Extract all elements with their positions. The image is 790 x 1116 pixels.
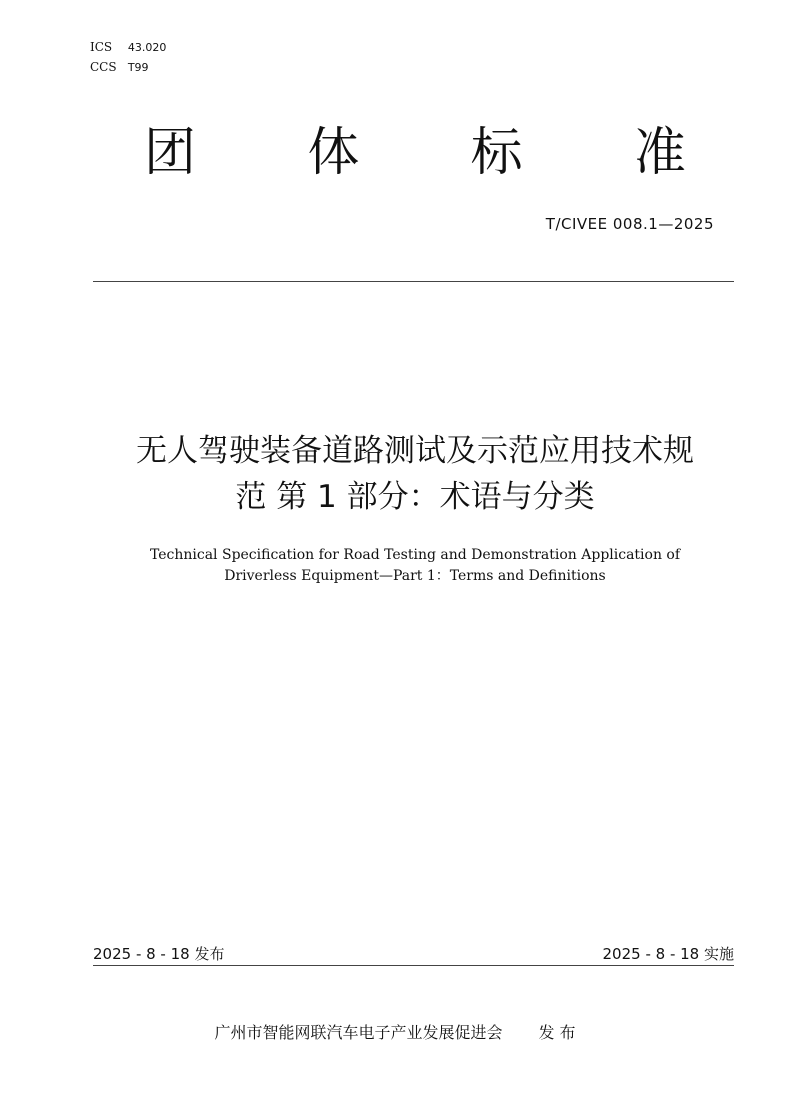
- ccs-line: [90, 60, 149, 74]
- chinese-title: [90, 428, 740, 520]
- standard-code: T/CIVEE 008.1—2025: [545, 215, 714, 233]
- bottom-divider: [93, 965, 734, 966]
- publisher-name: 广州市智能网联汽车电子产业发展促进会: [214, 1023, 503, 1042]
- ccs-value: T99: [127, 61, 149, 74]
- document-type-title: [135, 110, 695, 183]
- issue-date: 2025 - 8 - 18 发布: [93, 945, 225, 963]
- english-title-line2: Driverless Equipment—Part 1：Terms and Definitions: [224, 568, 606, 584]
- title-char: 体: [307, 123, 360, 183]
- ics-label: ICS: [90, 40, 113, 54]
- chinese-title-line2: 范 第 1 部分：术语与分类: [235, 479, 595, 515]
- ccs-label: CCS: [90, 60, 117, 74]
- implement-date: 2025 - 8 - 18 实施: [602, 945, 734, 963]
- title-char: 标: [470, 123, 523, 183]
- title-char: 准: [633, 123, 686, 183]
- ics-value: 43.020: [127, 41, 167, 54]
- publisher-action: 发 布: [538, 1023, 576, 1042]
- title-char: 团: [143, 123, 196, 183]
- english-title: [90, 545, 740, 587]
- publisher: [0, 1020, 790, 1043]
- chinese-title-line1: 无人驾驶装备道路测试及示范应用技术规: [136, 433, 694, 469]
- ics-line: [90, 40, 166, 54]
- english-title-line1: Technical Specification for Road Testing and Demonstration Application of: [149, 547, 681, 563]
- top-divider: [93, 281, 734, 282]
